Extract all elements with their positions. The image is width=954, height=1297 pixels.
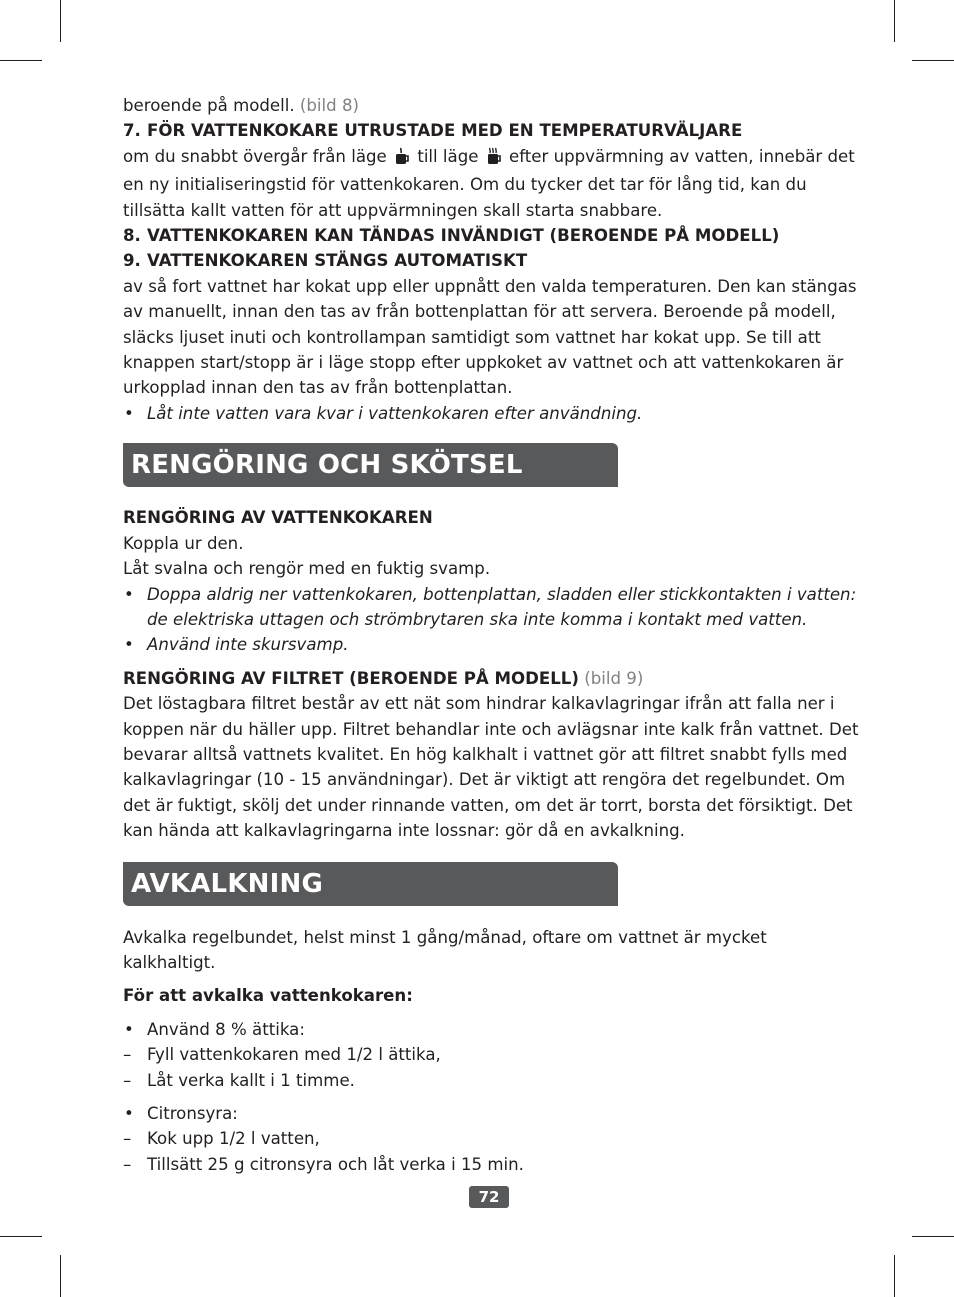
crop-mark [60,0,61,42]
kettle-cleaning-heading: RENGÖRING AV VATTENKOKAREN [123,508,433,528]
list-item: – Tillsätt 25 g citronsyra och låt verka i 15 min. [123,1152,863,1177]
descaling-how-heading: För att avkalka vattenkokaren: [123,986,413,1006]
descaling-steps [123,1126,863,1177]
list-item: – Låt verka kallt i 1 timme. [123,1068,863,1093]
section-7-heading: 7. FÖR VATTENKOKARE UTRUSTADE MED EN TEMPERATURVÄLJARE [123,121,743,141]
filter-body: Det löstagbara filtret består av ett nät som hindrar kalkavlagringar ifrån att falla ner i koppen när du häller upp. Filtret behandlar inte och avlägsnar inte kalk från vattnet. Det bevarar alltså vattnets kvalitet. En hög kalkhalt i vattnet gör att filtret snabbt fylls med kalkavlagringar (10 - 15 användningar). Det är viktigt att rengöra det regelbundet. Om det är fuktigt, skölj det under rinnande vatten, om det är torrt, borsta det försiktigt. Det kan hända att kalkavlagringarna inte lossnar: gör då en avkalkning. [123,694,859,841]
descaling-methods [123,1101,863,1126]
list-item: – Kok upp 1/2 l vatten, [123,1126,863,1151]
section-9-heading: 9. VATTENKOKAREN STÄNGS AUTOMATISKT [123,251,528,271]
crop-mark [894,1255,895,1297]
list-item: • Använd 8 % ättika: [123,1017,863,1042]
crop-mark [894,0,895,42]
descaling-methods [123,1017,863,1042]
list-item: • Låt inte vatten vara kvar i vattenkokaren efter användning. [123,401,863,426]
section-banner-cleaning: RENGÖRING OCH SKÖTSEL [123,443,618,487]
section-9-body: av så fort vattnet har kokat upp eller uppnått den valda temperaturen. Den kan stängas av manuellt, innan den tas av från bottenplattan för att servera. Beroende på modell, släcks ljuset inuti och kontrollampan samtidigt som vattnet har kokat upp. Se till att knappen start/stopp är i läge stopp efter uppkoket av vattnet och att vattenkokaren är urkopplad innan den tas av från bottenplattan. [123,276,857,398]
hot-mug-icon [486,147,502,172]
figure-ref: (bild 9) [584,668,644,688]
mug-icon [394,147,410,172]
section-banner-descaling: AVKALKNING [123,862,618,906]
page-content [123,93,863,1177]
filter-heading: RENGÖRING AV FILTRET (BEROENDE PÅ MODELL) (bild 9) [123,668,644,688]
descaling-intro: Avkalka regelbundet, helst minst 1 gång/månad, oftare om vattnet är mycket kalkhaltigt. [123,927,767,972]
list-item: • Doppa aldrig ner vattenkokaren, bottenplattan, sladden eller stickkontakten i vatten: de elektriska uttagen och strömbrytaren ska inte komma i kontakt med vatten. [123,582,863,633]
crop-mark [0,60,42,61]
section-9-bullets [123,401,863,426]
cleaning-line: Låt svalna och rengör med en fuktig svamp. [123,559,491,579]
list-item: • Använd inte skursvamp. [123,632,863,657]
list-item: – Fyll vattenkokaren med 1/2 l ättika, [123,1042,863,1067]
section-7-body: om du snabbt övergår från läge till läge efter uppvärmning av vatten, innebär det en ny initialiseringstid för vattenkokaren. Om du tycker det tar för lång tid, kan du tillsätta kallt vatten för att uppvärmningen skall starta snabbare. [123,146,855,220]
intro-line: beroende på modell. (bild 8) [123,96,359,115]
figure-ref: (bild 8) [299,96,359,115]
list-item: • Citronsyra: [123,1101,863,1126]
section-8-heading: 8. VATTENKOKAREN KAN TÄNDAS INVÄNDIGT (BEROENDE PÅ MODELL) [123,226,780,246]
cleaning-line: Koppla ur den. [123,533,244,553]
crop-mark [912,1236,954,1237]
crop-mark [0,1236,42,1237]
crop-mark [912,60,954,61]
descaling-steps [123,1042,863,1093]
crop-mark [60,1255,61,1297]
page-number: 72 [469,1186,509,1208]
cleaning-bullets [123,582,863,658]
